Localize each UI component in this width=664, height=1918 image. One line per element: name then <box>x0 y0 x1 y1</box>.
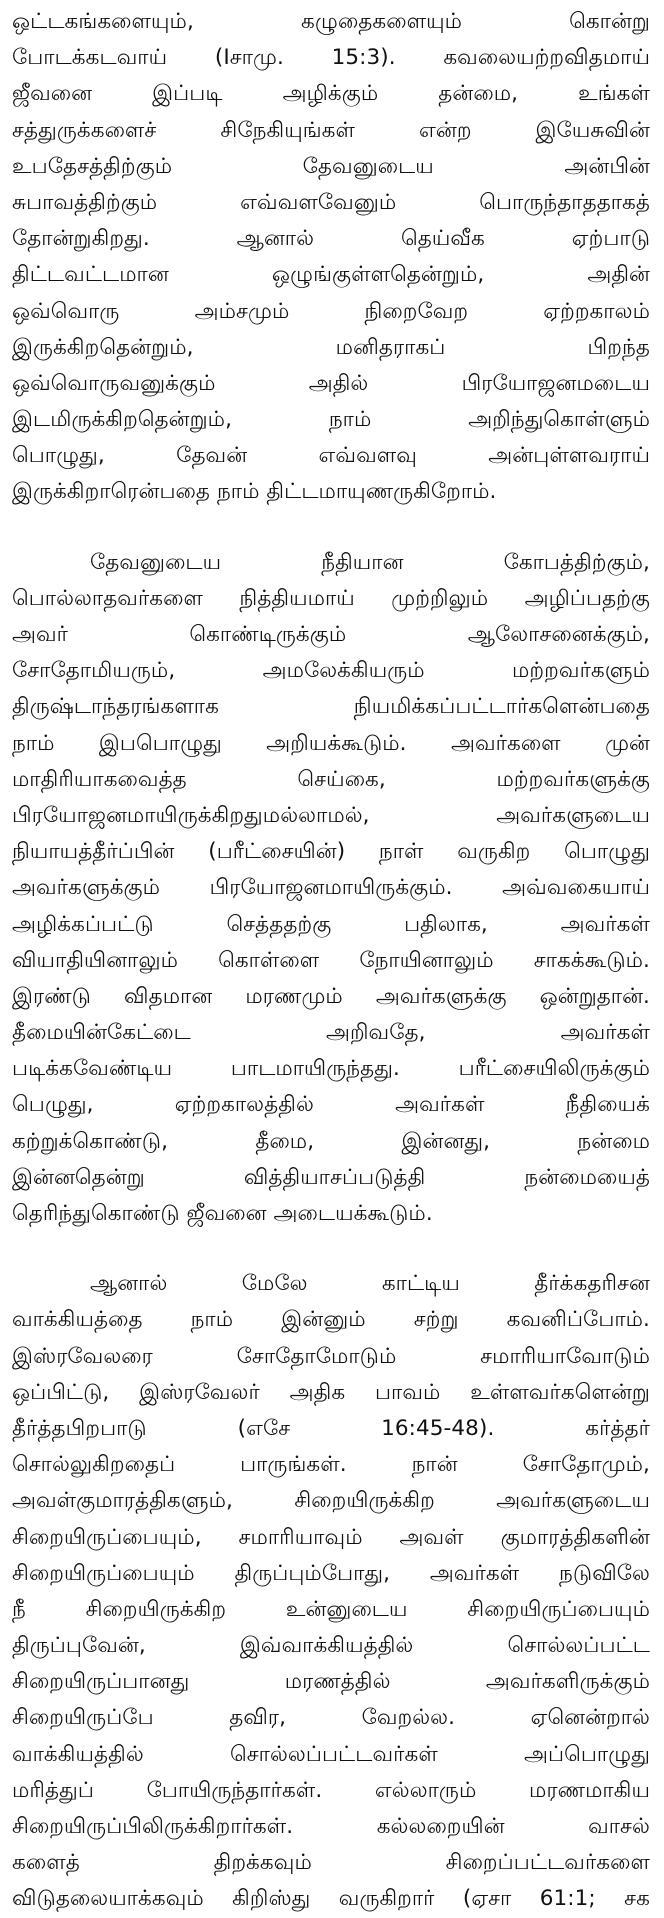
text-line: சிறையிருப்பையும் திருப்பும்போது, அவர்கள் நடுவிலே <box>12 1560 650 1586</box>
paragraph-3 <box>12 1266 650 1917</box>
text-line: சத்துருக்களைச் சிநேகியுங்கள் என்ற இயேசுவின் <box>12 117 650 143</box>
text-line: மாதிரியாகவைத்த செய்கை, மற்றவர்களுக்கு <box>12 766 650 792</box>
text-line: தோன்றுகிறது. ஆனால் தெய்வீக ஏற்பாடு <box>12 226 650 252</box>
text-line: பெழுது, ஏற்றகாலத்தில் அவர்கள் நீதியைக் <box>12 1092 650 1118</box>
text-line: அவர்களுக்கும் பிரயோஜனமாயிருக்கும். அவ்வகையாய் <box>12 875 650 901</box>
text-line: ஒட்டகங்களையும், கழுதைகளையும் கொன்று <box>12 9 650 34</box>
text-line: திருஷ்டாந்தரங்களாக நியமிக்கப்பட்டார்களென்பதை <box>12 694 650 720</box>
text-line: தீமையின்கேட்டை அறிவதே, அவர்கள் <box>12 1020 650 1046</box>
text-line: சொல்லுகிறதைப் பாருங்கள். நான் சோதோமும், <box>12 1452 650 1478</box>
text-line: இன்னதென்று வித்தியாசப்படுத்தி நன்மையைத் <box>12 1164 650 1190</box>
text-line: இருக்கிறாரென்பதை நாம் திட்டமாயுணருகிறோம். <box>12 479 497 505</box>
text-line: இடமிருக்கிறதென்றும், நாம் அறிந்துகொள்ளும் <box>12 407 650 433</box>
text-line: பிரயோஜனமாயிருக்கிறதுமல்லாமல், அவர்களுடைய <box>12 802 650 828</box>
paragraph-spacer <box>12 1232 650 1266</box>
text-line: பொழுது, தேவன் எவ்வளவு அன்புள்ளவராய் <box>12 443 650 469</box>
text-line: இருக்கிறதென்றும், மனிதராகப் பிறந்த <box>12 334 650 360</box>
text-line: சிறையிருப்பிலிருக்கிறார்கள். கல்லறையின் வாசல் <box>12 1814 650 1839</box>
text-line: வாக்கியத்தில் சொல்லப்பட்டவர்கள் அப்பொழுது <box>12 1741 650 1767</box>
text-line: தேவனுடைய நீதியான கோபத்திற்கும், <box>90 549 650 575</box>
text-line: ஒவ்வொருவனுக்கும் அதில் பிரயோஜனமடைய <box>12 370 650 396</box>
text-line: தீர்த்தபிறபாடு (எசே 16:45-48). கர்த்தர் <box>12 1415 650 1441</box>
text-line: திட்டவட்டமான ஒழுங்குள்ளதென்றும், அதின் <box>12 262 650 288</box>
paragraph-spacer <box>12 511 650 545</box>
text-line: வியாதியினாலும் கொள்ளை நோயினாலும் சாகக்கூடும். <box>12 947 650 973</box>
text-line: அவள்குமாரத்திகளும், சிறையிருக்கிற அவர்களுடைய <box>12 1488 650 1514</box>
paragraph-1 <box>12 4 650 511</box>
text-line: போடக்கடவாய் (Iசாமு. 15:3). கவலையற்றவிதமாய் <box>12 45 650 71</box>
text-line: ஜீவனை இப்படி அழிக்கும் தன்மை, உங்கள் <box>12 81 650 107</box>
text-line: வாக்கியத்தை நாம் இன்னும் சற்று கவனிப்போம். <box>12 1307 650 1333</box>
text-line: தெரிந்துகொண்டு ஜீவனை அடையக்கூடும். <box>12 1201 433 1226</box>
text-line: நியாயத்தீர்ப்பின் (பரீட்சையின்) நாள் வருகிற பொழுது <box>12 839 650 865</box>
text-line: பொல்லாதவர்களை நித்தியமாய் முற்றிலும் அழிப்பதற்கு <box>12 585 650 611</box>
paragraph-2 <box>12 545 650 1233</box>
text-line: சோதோமியரும், அமலேக்கியரும் மற்றவர்களும் <box>12 658 650 684</box>
text-line: அவர் கொண்டிருக்கும் ஆலோசனைக்கும், <box>12 622 650 647</box>
text-line: சிறையிருப்பையும், சமாரியாவும் அவள் குமாரத்திகளின் <box>12 1524 650 1550</box>
text-line: திருப்புவேன், இவ்வாக்கியத்தில் சொல்லப்பட்ட <box>12 1633 650 1659</box>
document-body <box>12 4 650 1918</box>
text-line: விடுதலையாக்கவும் கிறிஸ்து வருகிறார் (ஏசா 61:1; சக <box>12 1886 650 1912</box>
text-line: களைத் திறக்கவும் சிறைப்பட்டவர்களை <box>12 1850 650 1876</box>
text-line: சுபாவத்திற்கும் எவ்வளவேனும் பொருந்தாததாகத் <box>12 189 650 215</box>
text-line: இரண்டு விதமான மரணமும் அவர்களுக்கு ஒன்றுதான். <box>12 983 650 1009</box>
text-line: ஆனால் மேலே காட்டிய தீர்க்கதரிசன <box>90 1271 650 1297</box>
text-line: இஸ்ரவேலரை சோதோமோடும் சமாரியாவோடும் <box>12 1343 650 1369</box>
text-line: சிறையிருப்பே தவிர, வேறல்ல. ஏனென்றால் <box>12 1705 650 1731</box>
text-line: சிறையிருப்பானது மரணத்தில் அவர்களிருக்கும் <box>12 1669 650 1695</box>
text-line: கற்றுக்கொண்டு, தீமை, இன்னது, நன்மை <box>12 1128 650 1154</box>
text-line: ஒப்பிட்டு, இஸ்ரவேலர் அதிக பாவம் உள்ளவர்களென்று <box>12 1379 650 1405</box>
text-line: நீ சிறையிருக்கிற உன்னுடைய சிறையிருப்பையும் <box>12 1596 650 1622</box>
text-line: அழிக்கப்பட்டு செத்ததற்கு பதிலாக, அவர்கள் <box>12 911 650 937</box>
text-line: நாம் இபபொழுது அறியக்கூடும். அவர்களை முன் <box>12 730 650 756</box>
text-line: உபதேசத்திற்கும் தேவனுடைய அன்பின் <box>12 153 650 179</box>
text-line: படிக்கவேண்டிய பாடமாயிருந்தது. பரீட்சையிலிருக்கும் <box>12 1056 650 1082</box>
text-line: ஒவ்வொரு அம்சமும் நிறைவேற ஏற்றகாலம் <box>12 298 650 324</box>
text-line: மரித்துப் போயிருந்தார்கள். எல்லாரும் மரணமாகிய <box>12 1777 650 1803</box>
